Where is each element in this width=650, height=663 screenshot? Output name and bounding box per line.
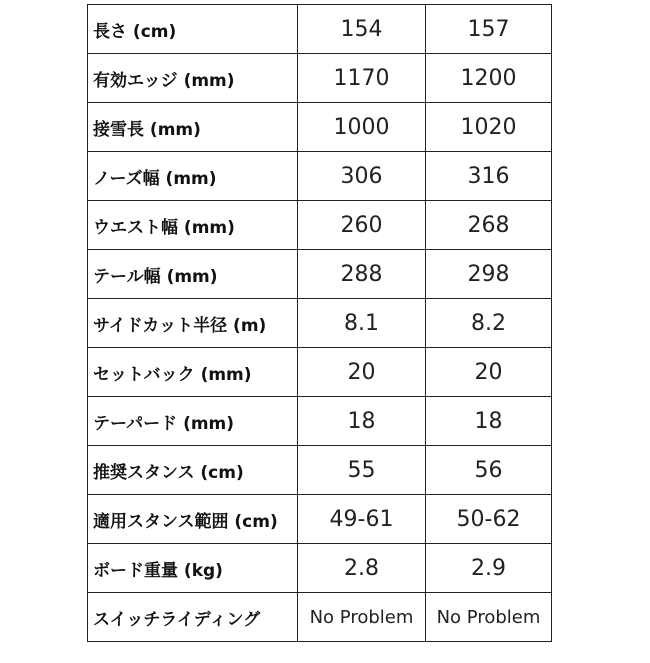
spec-value-size-b: 20 bbox=[426, 348, 552, 397]
spec-label: ノーズ幅 (mm) bbox=[88, 152, 298, 201]
table-row bbox=[88, 348, 552, 397]
spec-value-size-b: 1020 bbox=[426, 103, 552, 152]
table-row bbox=[88, 103, 552, 152]
spec-value-size-a: 8.1 bbox=[298, 299, 426, 348]
spec-label: 適用スタンス範囲 (cm) bbox=[88, 495, 298, 544]
spec-value-size-a: 2.8 bbox=[298, 544, 426, 593]
spec-label: サイドカット半径 (m) bbox=[88, 299, 298, 348]
spec-label: ボード重量 (kg) bbox=[88, 544, 298, 593]
spec-value-size-a: 154 bbox=[298, 5, 426, 54]
spec-label: セットバック (mm) bbox=[88, 348, 298, 397]
spec-label: テーパード (mm) bbox=[88, 397, 298, 446]
spec-label: 長さ (cm) bbox=[88, 5, 298, 54]
spec-value-size-a: No Problem bbox=[298, 593, 426, 642]
spec-value-size-b: 1200 bbox=[426, 54, 552, 103]
table-row bbox=[88, 544, 552, 593]
table-row bbox=[88, 152, 552, 201]
table-row bbox=[88, 593, 552, 642]
spec-value-size-a: 260 bbox=[298, 201, 426, 250]
table-row bbox=[88, 299, 552, 348]
spec-value-size-a: 306 bbox=[298, 152, 426, 201]
spec-value-size-a: 18 bbox=[298, 397, 426, 446]
spec-label: 有効エッジ (mm) bbox=[88, 54, 298, 103]
spec-label: ウエスト幅 (mm) bbox=[88, 201, 298, 250]
spec-label: スイッチライディング bbox=[88, 593, 298, 642]
spec-value-size-b: 268 bbox=[426, 201, 552, 250]
spec-value-size-b: 18 bbox=[426, 397, 552, 446]
spec-value-size-b: 2.9 bbox=[426, 544, 552, 593]
spec-value-size-a: 1170 bbox=[298, 54, 426, 103]
table-row bbox=[88, 495, 552, 544]
spec-value-size-b: 8.2 bbox=[426, 299, 552, 348]
spec-label: 推奨スタンス (cm) bbox=[88, 446, 298, 495]
table-row bbox=[88, 5, 552, 54]
spec-value-size-b: 298 bbox=[426, 250, 552, 299]
spec-value-size-b: 56 bbox=[426, 446, 552, 495]
spec-label: テール幅 (mm) bbox=[88, 250, 298, 299]
spec-value-size-a: 49-61 bbox=[298, 495, 426, 544]
table-row bbox=[88, 54, 552, 103]
spec-value-size-b: 157 bbox=[426, 5, 552, 54]
table-row bbox=[88, 250, 552, 299]
spec-table bbox=[87, 4, 552, 642]
spec-value-size-b: 50-62 bbox=[426, 495, 552, 544]
spec-value-size-a: 288 bbox=[298, 250, 426, 299]
table-row bbox=[88, 201, 552, 250]
spec-value-size-a: 1000 bbox=[298, 103, 426, 152]
spec-value-size-b: 316 bbox=[426, 152, 552, 201]
spec-value-size-b: No Problem bbox=[426, 593, 552, 642]
spec-label: 接雪長 (mm) bbox=[88, 103, 298, 152]
table-row bbox=[88, 446, 552, 495]
table-row bbox=[88, 397, 552, 446]
spec-value-size-a: 20 bbox=[298, 348, 426, 397]
spec-value-size-a: 55 bbox=[298, 446, 426, 495]
